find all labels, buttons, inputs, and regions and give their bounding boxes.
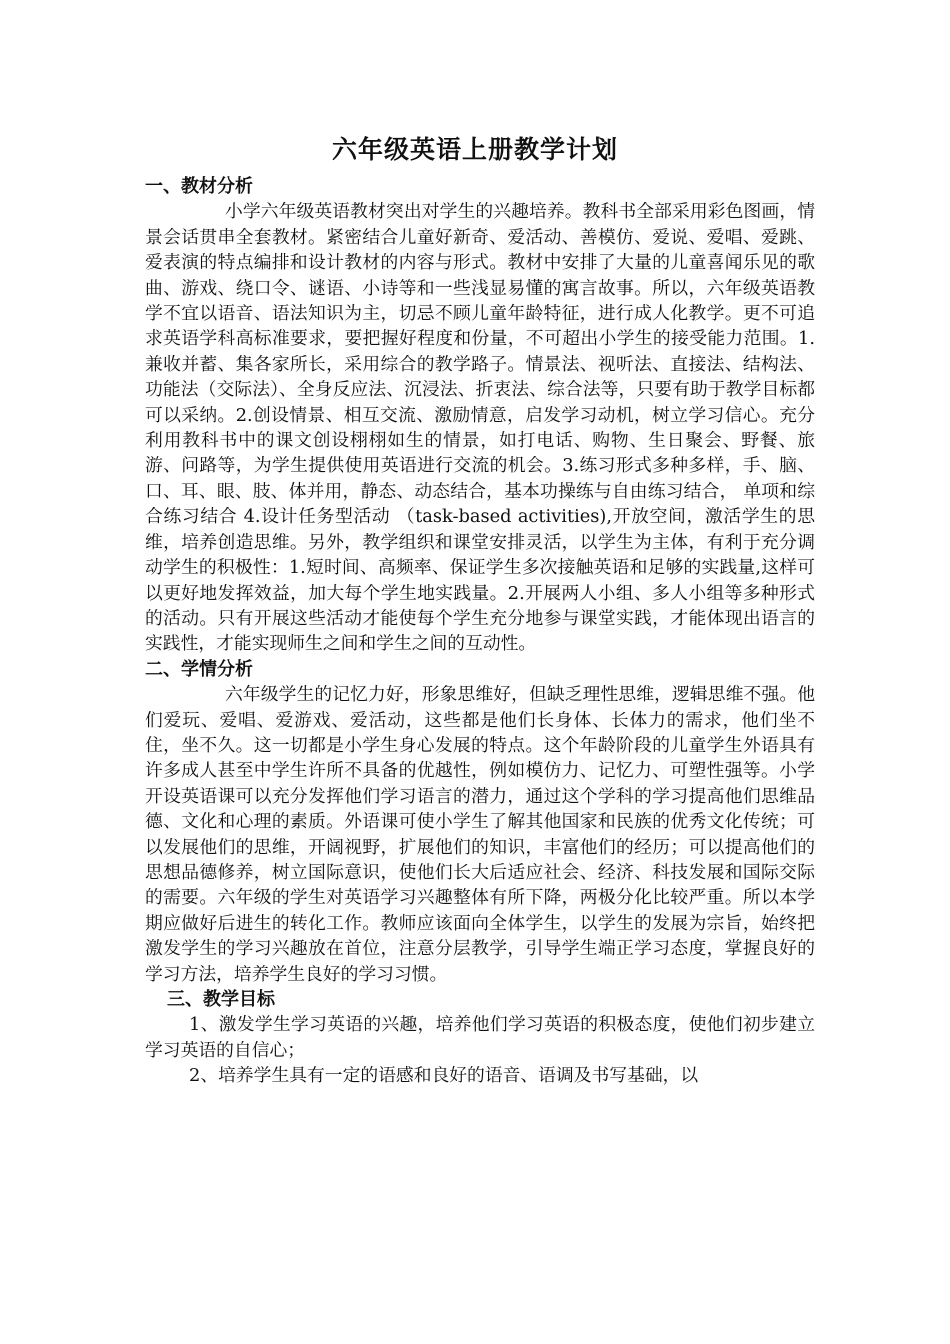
section-paragraph: 2、培养学生具有一定的语感和良好的语音、语调及书写基础，以: [189, 1065, 699, 1087]
document-body: [145, 174, 815, 1089]
section-paragraph: 1、激发学生学习英语的兴趣，培养他们学习英语的积极态度，使他们初步建立学习英语的自信心；: [145, 1014, 815, 1061]
section-heading-student-analysis: 二、学情分析: [145, 658, 253, 680]
section-paragraph: 小学六年级英语教材突出对学生的兴趣培养。教科书全部采用彩色图画，情景会话贯串全套教材。紧密结合儿童好新奇、爱活动、善模仿、爱说、爱唱、爱跳、爱表演的特点编排和设计教材的内容与形式。教材中安排了大量的儿童喜闻乐见的歌曲、游戏、绕口令、谜语、小诗等和一些浅显易懂的寓言故事。所以，六年级英语教学不宜以语音、语法知识为主，切忌不顾儿童年龄特征，进行成人化教学。更不可追求英语学科高标准要求，要把握好程度和份量，不可超出小学生的接受能力范围。1.兼收并蓄、集各家所长，采用综合的教学路子。情景法、视听法、直接法、结构法、功能法（交际法）、全身反应法、沉浸法、折衷法、综合法等，只要有助于教学目标都可以采纳。2.创设情景、相互交流、激励情意，启发学习动机，树立学习信心。充分利用教科书中的课文创设栩栩如生的情景，如打电话、购物、生日聚会、野餐、旅游、问路等，为学生提供使用英语进行交流的机会。3.练习形式多种多样，手、脑、口、耳、眼、肢、体并用，静态、动态结合，基本功操练与自由练习结合， 单项和综合练习结合 4.设计任务型活动 （task-based activities),开放空间，激活学生的思维，培养创造思维。另外，教学组织和课堂安排灵活，以学生为主体，有利于充分调动学生的积极性：1.短时间、高频率、保证学生多次接触英语和足够的实践量,这样可以更好地发挥效益，加大每个学生地实践量。2.开展两人小组、多人小组等多种形式的活动。只有开展这些活动才能使每个学生充分地参与课堂实践，才能体现出语言的实践性，才能实现师生之间和学生之间的互动性。: [145, 201, 815, 655]
section-heading-textbook-analysis: 一、教材分析: [145, 176, 253, 197]
section-paragraph: 六年级学生的记忆力好，形象思维好，但缺乏理性思维，逻辑思维不强。他们爱玩、爱唱、爱游戏、爱活动，这些都是他们长身体、长体力的需求，他们坐不住，坐不久。这一切都是小学生身心发展的特点。这个年龄阶段的儿童学生外语具有许多成人甚至中学生许所不具备的优越性，例如模仿力、记忆力、可塑性强等。小学开设英语课可以充分发挥他们学习语言的潜力，通过这个学科的学习提高他们思维品德、文化和心理的素质。外语课可使小学生了解其他国家和民族的优秀文化传统；可以发展他们的思维，开阔视野，扩展他们的知识，丰富他们的经历；可以提高他们的思想品德修养，树立国际意识，使他们长大后适应社会、经济、科技发展和国际交际的需要。六年级的学生对英语学习兴趣整体有所下降，两极分化比较严重。所以本学期应做好后进生的转化工作。教师应该面向全体学生，以学生的发展为宗旨，始终把激发学生的学习兴趣放在首位，注意分层教学，引导学生端正学习态度，掌握良好的学习方法，培养学生良好的学习习惯。: [145, 684, 815, 985]
section-heading-teaching-goals: 三、教学目标: [167, 989, 275, 1010]
document-title: 六年级英语上册教学计划: [331, 135, 618, 164]
